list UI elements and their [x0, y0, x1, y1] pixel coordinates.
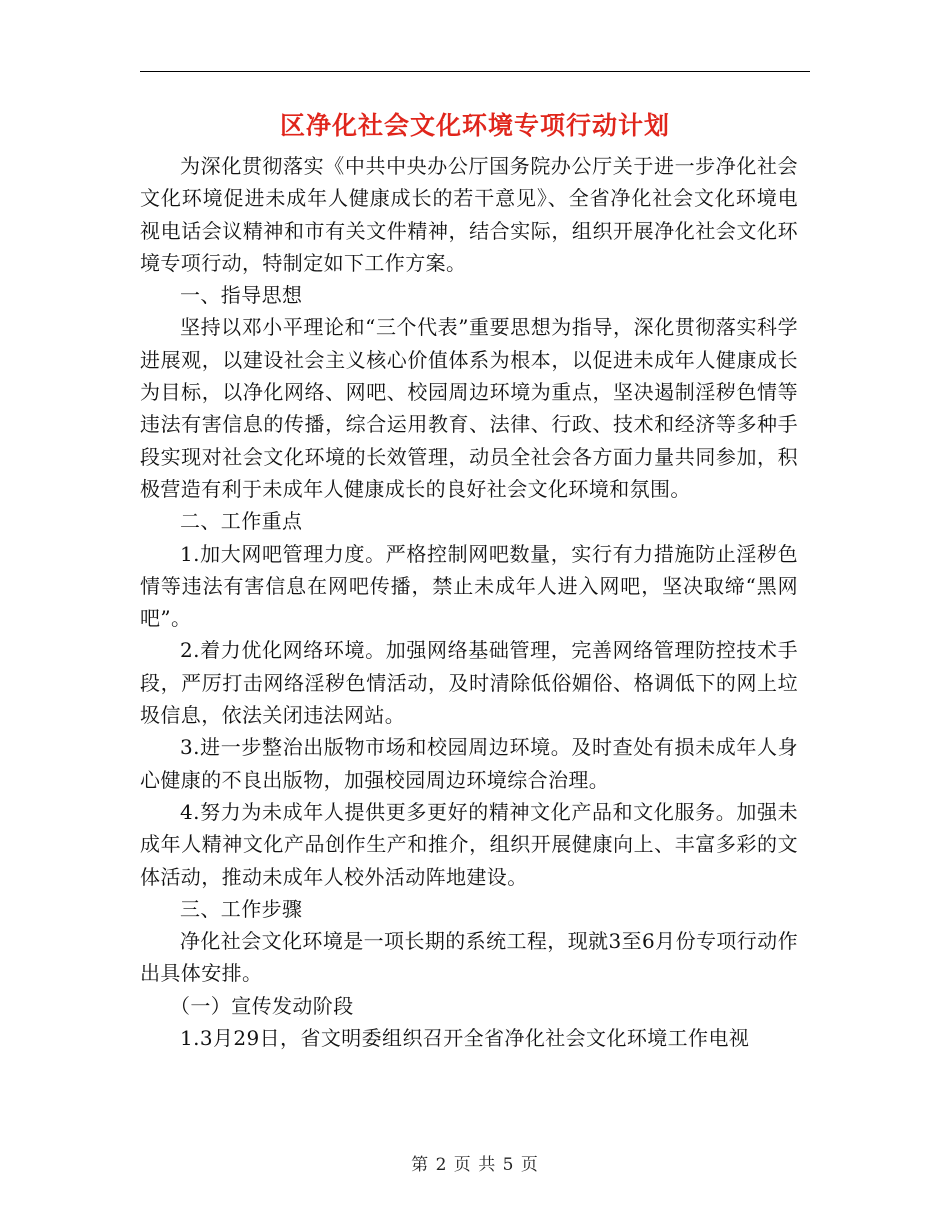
- work-focus-item-3: 3.进一步整治出版物市场和校园周边环境。及时查处有损未成年人身心健康的不良出版物，加强校园周边环境综合治理。: [140, 735, 798, 792]
- publicity-item-1: 1.3月29日，省文明委组织召开全省净化社会文化环境工作电视: [180, 1026, 750, 1051]
- work-focus-item-1: 1.加大网吧管理力度。严格控制网吧数量，实行有力措施防止淫秽色情等违法有害信息在网吧传播，禁止未成年人进入网吧，坚决取缔“黑网吧”。: [140, 541, 798, 631]
- guiding-thought-paragraph: 坚持以邓小平理论和“三个代表”重要思想为指导，深化贯彻落实科学进展观，以建设社会主义核心价值体系为根本，以促进未成年人健康成长为目标，以净化网络、网吧、校园周边环境为重点，坚决遏制淫秽色情等违法有害信息的传播，综合运用教育、法律、行政、技术和经济等多种手段实现对社会文化环境的长效管理，动员全社会各方面力量共同参加，积极营造有利于未成年人健康成长的良好社会文化环境和氛围。: [140, 315, 798, 501]
- section-heading-work-steps: 三、工作步骤: [180, 896, 303, 921]
- document-title: 区净化社会文化环境专项行动计划: [279, 111, 670, 140]
- section-heading-guiding-thought: 一、指导思想: [180, 283, 303, 308]
- header-rule: [140, 71, 810, 72]
- document-body: [140, 150, 798, 1054]
- page-number-footer: 第 2 页 共 5 页: [411, 1155, 539, 1175]
- work-steps-paragraph: 净化社会文化环境是一项长期的系统工程，现就3至6月份专项行动作出具体安排。: [140, 929, 798, 986]
- subsection-heading-publicity: （一）宣传发动阶段: [170, 993, 354, 1018]
- work-focus-item-2: 2.着力优化网络环境。加强网络基础管理，完善网络管理防控技术手段，严厉打击网络淫秽色情活动，及时清除低俗媚俗、格调低下的网上垃圾信息，依法关闭违法网站。: [140, 638, 798, 728]
- work-focus-item-4: 4.努力为未成年人提供更多更好的精神文化产品和文化服务。加强未成年人精神文化产品创作生产和推介，组织开展健康向上、丰富多彩的文体活动，推动未成年人校外活动阵地建设。: [140, 799, 798, 889]
- section-heading-work-focus: 二、工作重点: [180, 509, 303, 534]
- intro-paragraph: 为深化贯彻落实《中共中央办公厅国务院办公厅关于进一步净化社会文化环境促进未成年人健康成长的若干意见》、全省净化社会文化环境电视电话会议精神和市有关文件精神，结合实际，组织开展净化社会文化环境专项行动，特制定如下工作方案。: [140, 154, 798, 275]
